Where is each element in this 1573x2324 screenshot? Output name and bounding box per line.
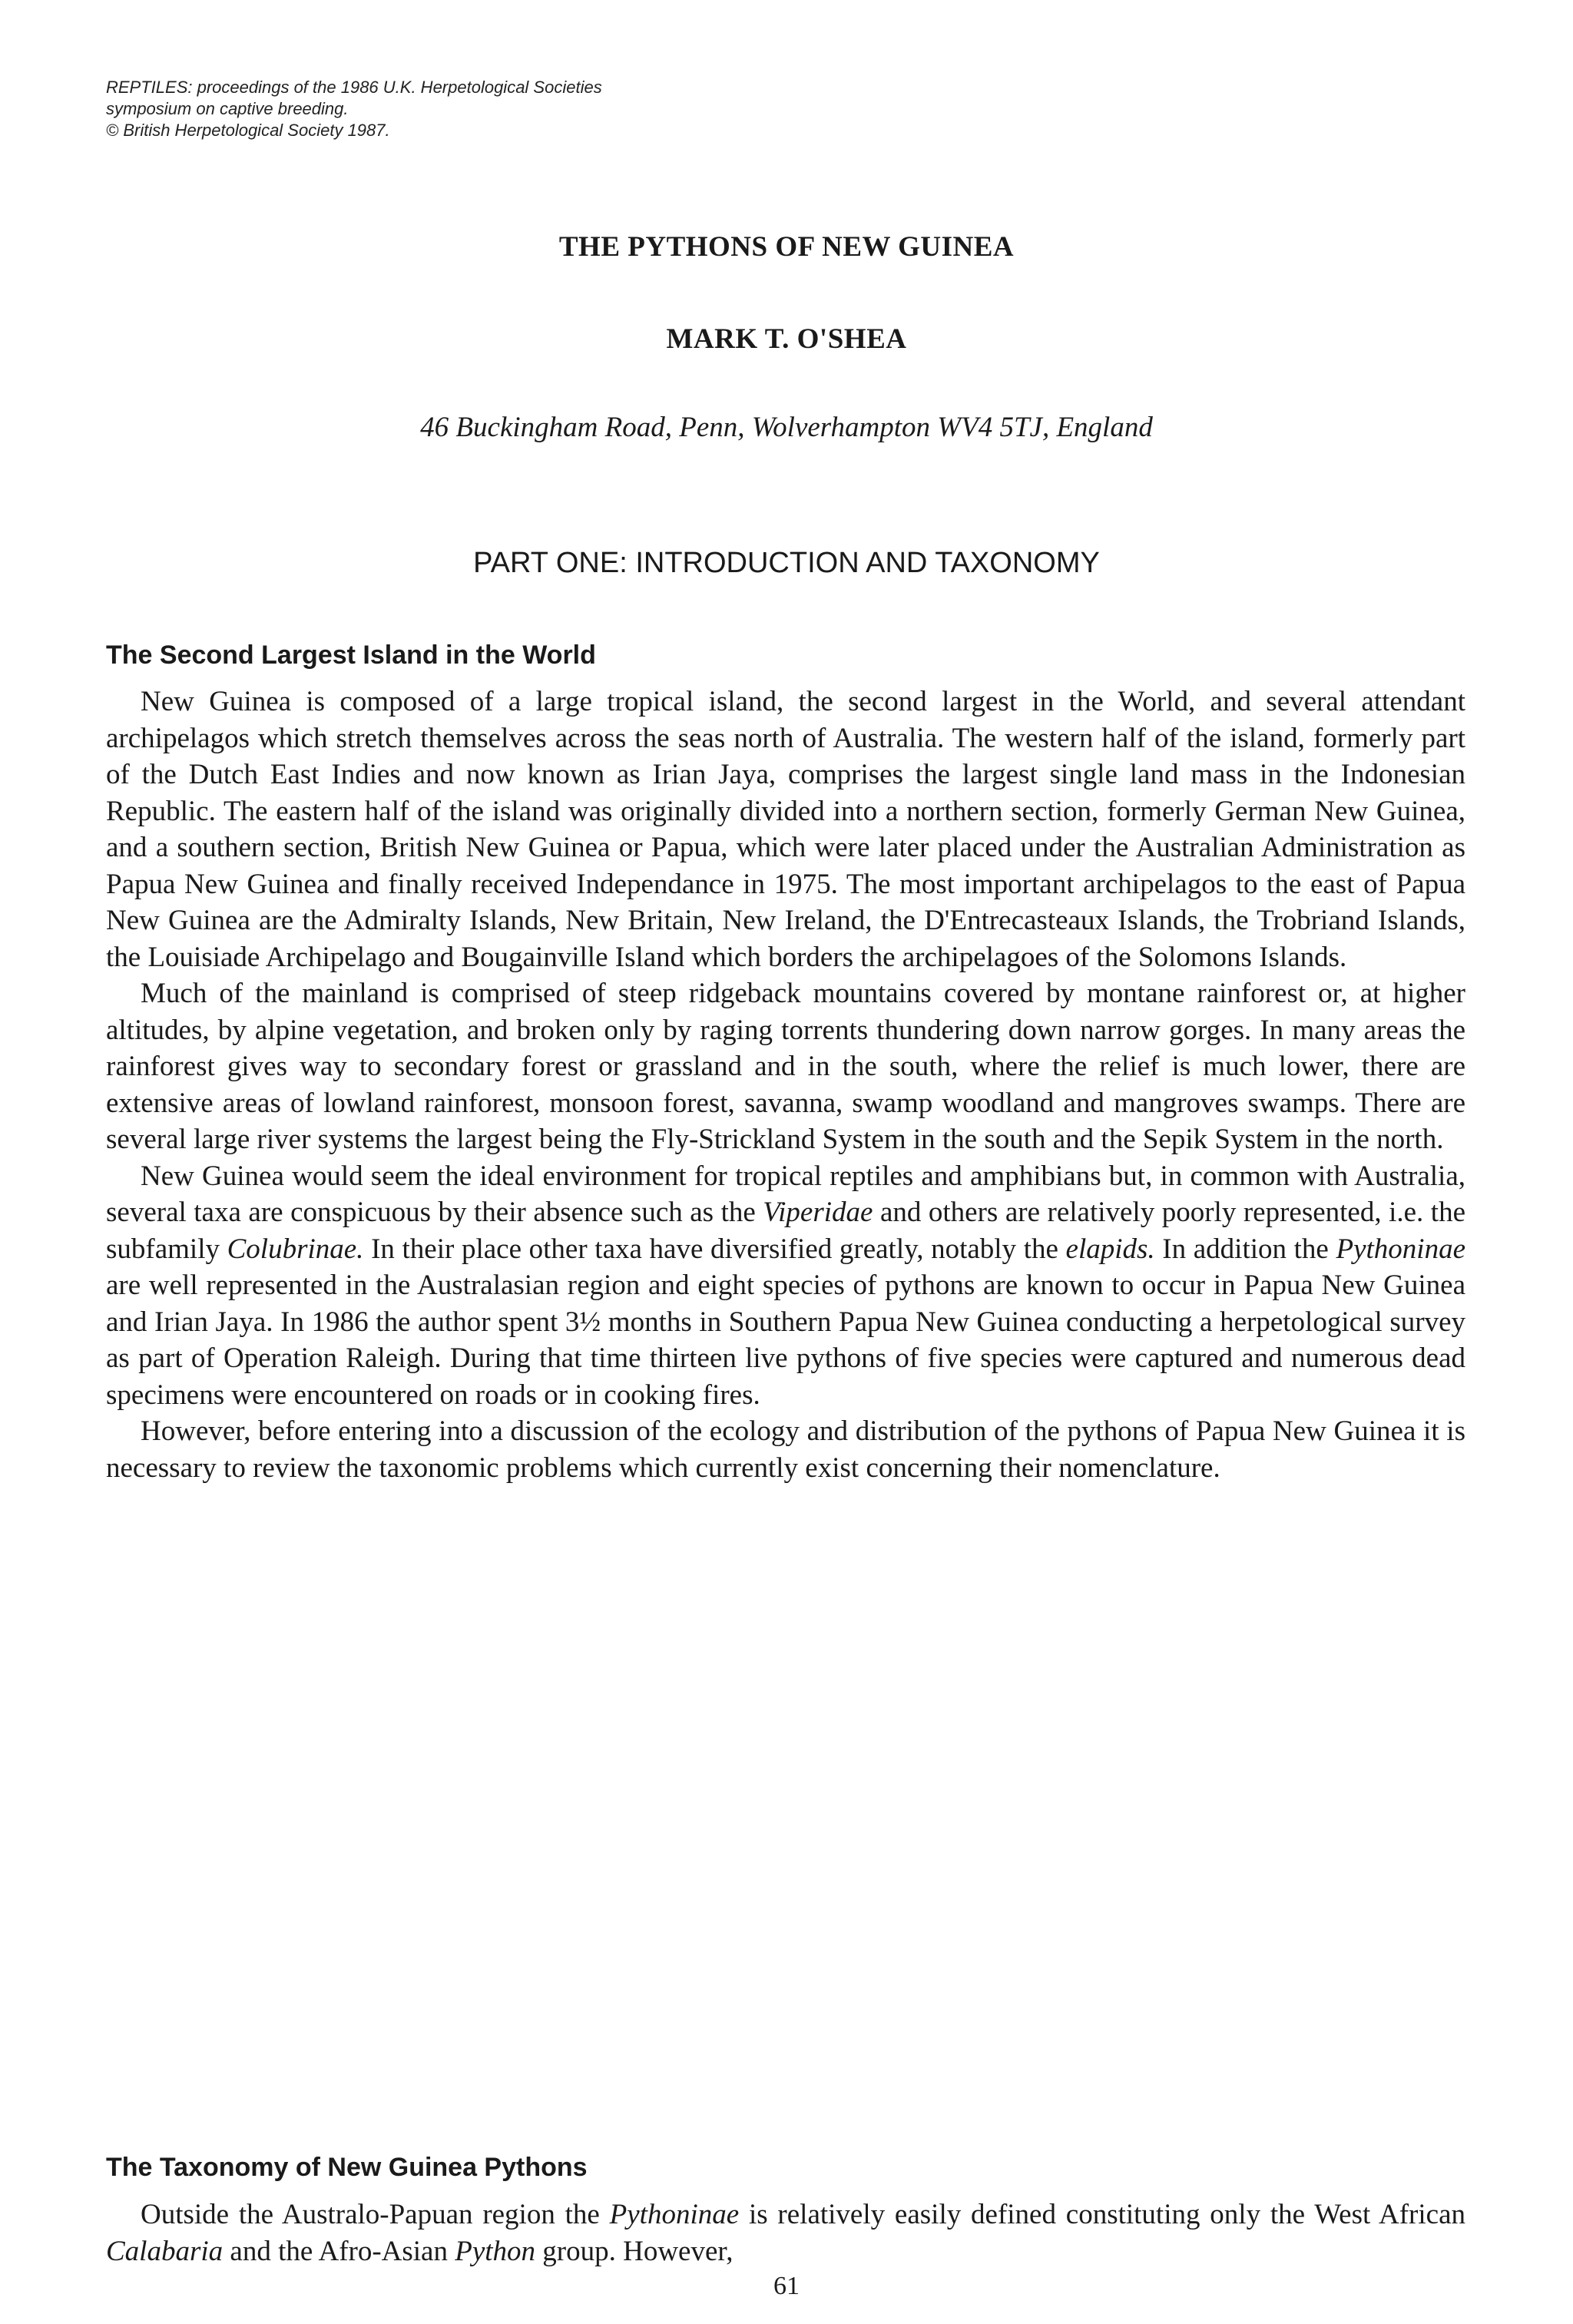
header-line-3: © British Herpetological Society 1987. <box>106 121 390 140</box>
paragraph <box>106 1413 1465 1486</box>
page-number: 61 <box>773 2272 800 2300</box>
author-affiliation: 46 Buckingham Road, Penn, Wolverhampton WV4 5TJ, England <box>420 412 1153 443</box>
text-run: Much of the mainland is comprised of steep ridgeback mountains covered by montane rainforest or, at higher altitudes, by alpine vegetation, and broken only by raging torrents thundering down narrow gorges. In many areas the rainforest gives way to secondary forest or grassland and in the south, where the relief is much lower, there are extensive areas of lowland rainforest, monsoon forest, savanna, swamp woodland and mangroves swamps. There are several large river systems the largest being the Fly-Strickland System in the south and the Sepik System in the north. <box>106 978 1465 1155</box>
publication-header <box>106 77 602 141</box>
italic-term: elapids. <box>1065 1233 1155 1265</box>
text-run: In their place other taxa have diversified greatly, notably the <box>363 1233 1066 1265</box>
text-run: are well represented in the Australasian region and eight species of pythons are known to occur in Papua New Guinea and Irian Jaya. In 1986 the author spent 3½ months in Southern Papua New Guinea conducting a herpetological survey as part of Operation Raleigh. During that time thirteen live pythons of five species were captured and numerous dead specimens were encountered on roads or in cooking fires. <box>106 1270 1465 1411</box>
text-run: New Guinea is composed of a large tropical island, the second largest in the World, and several attendant archipelagos which stretch themselves across the seas north of Australia. The western half of the island, formerly part of the Dutch East Indies and now known as Irian Jaya, comprises the largest single land mass in the Indonesian Republic. The eastern half of the island was originally divided into a northern section, formerly German New Guinea, and a southern section, British New Guinea or Papua, which were later placed under the Australian Administration as Papua New Guinea and finally received Independance in 1975. The most important archipelagos to the east of Papua New Guinea are the Admiralty Islands, New Britain, New Ireland, the D'Entrecasteaux Islands, the Trobriand Islands, the Louisiade Archipelago and Bougainville Island which borders the archipelagoes of the Solomons Islands. <box>106 686 1465 973</box>
text-run: and others are relatively poorly represented, i.e. the subfamily <box>106 1197 1466 1265</box>
section-heading-second-largest-island: The Second Largest Island in the World <box>106 641 596 670</box>
section-body-introduction <box>106 684 1465 1486</box>
italic-term: Colubrinae. <box>227 1233 364 1265</box>
paragraph <box>106 684 1465 975</box>
italic-term: Calabaria <box>106 2235 224 2267</box>
italic-term: Viperidae <box>763 1197 873 1228</box>
text-run: and the Afro-Asian <box>223 2235 455 2267</box>
text-run: group. However, <box>535 2235 734 2267</box>
paragraph <box>106 2197 1465 2269</box>
part-heading: PART ONE: INTRODUCTION AND TAXONOMY <box>473 547 1100 579</box>
header-line-2: symposium on captive breeding. <box>106 99 349 118</box>
paragraph <box>106 975 1465 1158</box>
header-line-1: REPTILES: proceedings of the 1986 U.K. Herpetological Societies <box>106 78 602 97</box>
paragraph <box>106 1158 1465 1414</box>
text-run: Outside the Australo-Papuan region the <box>141 2199 610 2230</box>
section-heading-taxonomy: The Taxonomy of New Guinea Pythons <box>106 2153 588 2182</box>
text-run: However, before entering into a discussion of the ecology and distribution of the pythons of Papua New Guinea it is necessary to review the taxonomic problems which currently exist concerning their nomenclature. <box>106 1415 1465 1484</box>
text-run: New Guinea would seem the ideal environment for tropical reptiles and amphibians but, in common with Australia, several taxa are conspicuous by their absence such as the <box>106 1160 1465 1228</box>
text-run: In addition the <box>1154 1233 1336 1265</box>
section-body-taxonomy <box>106 2197 1465 2269</box>
article-author: MARK T. O'SHEA <box>666 323 907 355</box>
italic-term: Pythoninae <box>609 2199 740 2230</box>
article-title: THE PYTHONS OF NEW GUINEA <box>558 231 1015 263</box>
italic-term: Pythoninae <box>1336 1233 1465 1265</box>
text-run: is relatively easily defined constituting only the West African <box>739 2199 1465 2230</box>
italic-term: Python <box>455 2235 536 2267</box>
